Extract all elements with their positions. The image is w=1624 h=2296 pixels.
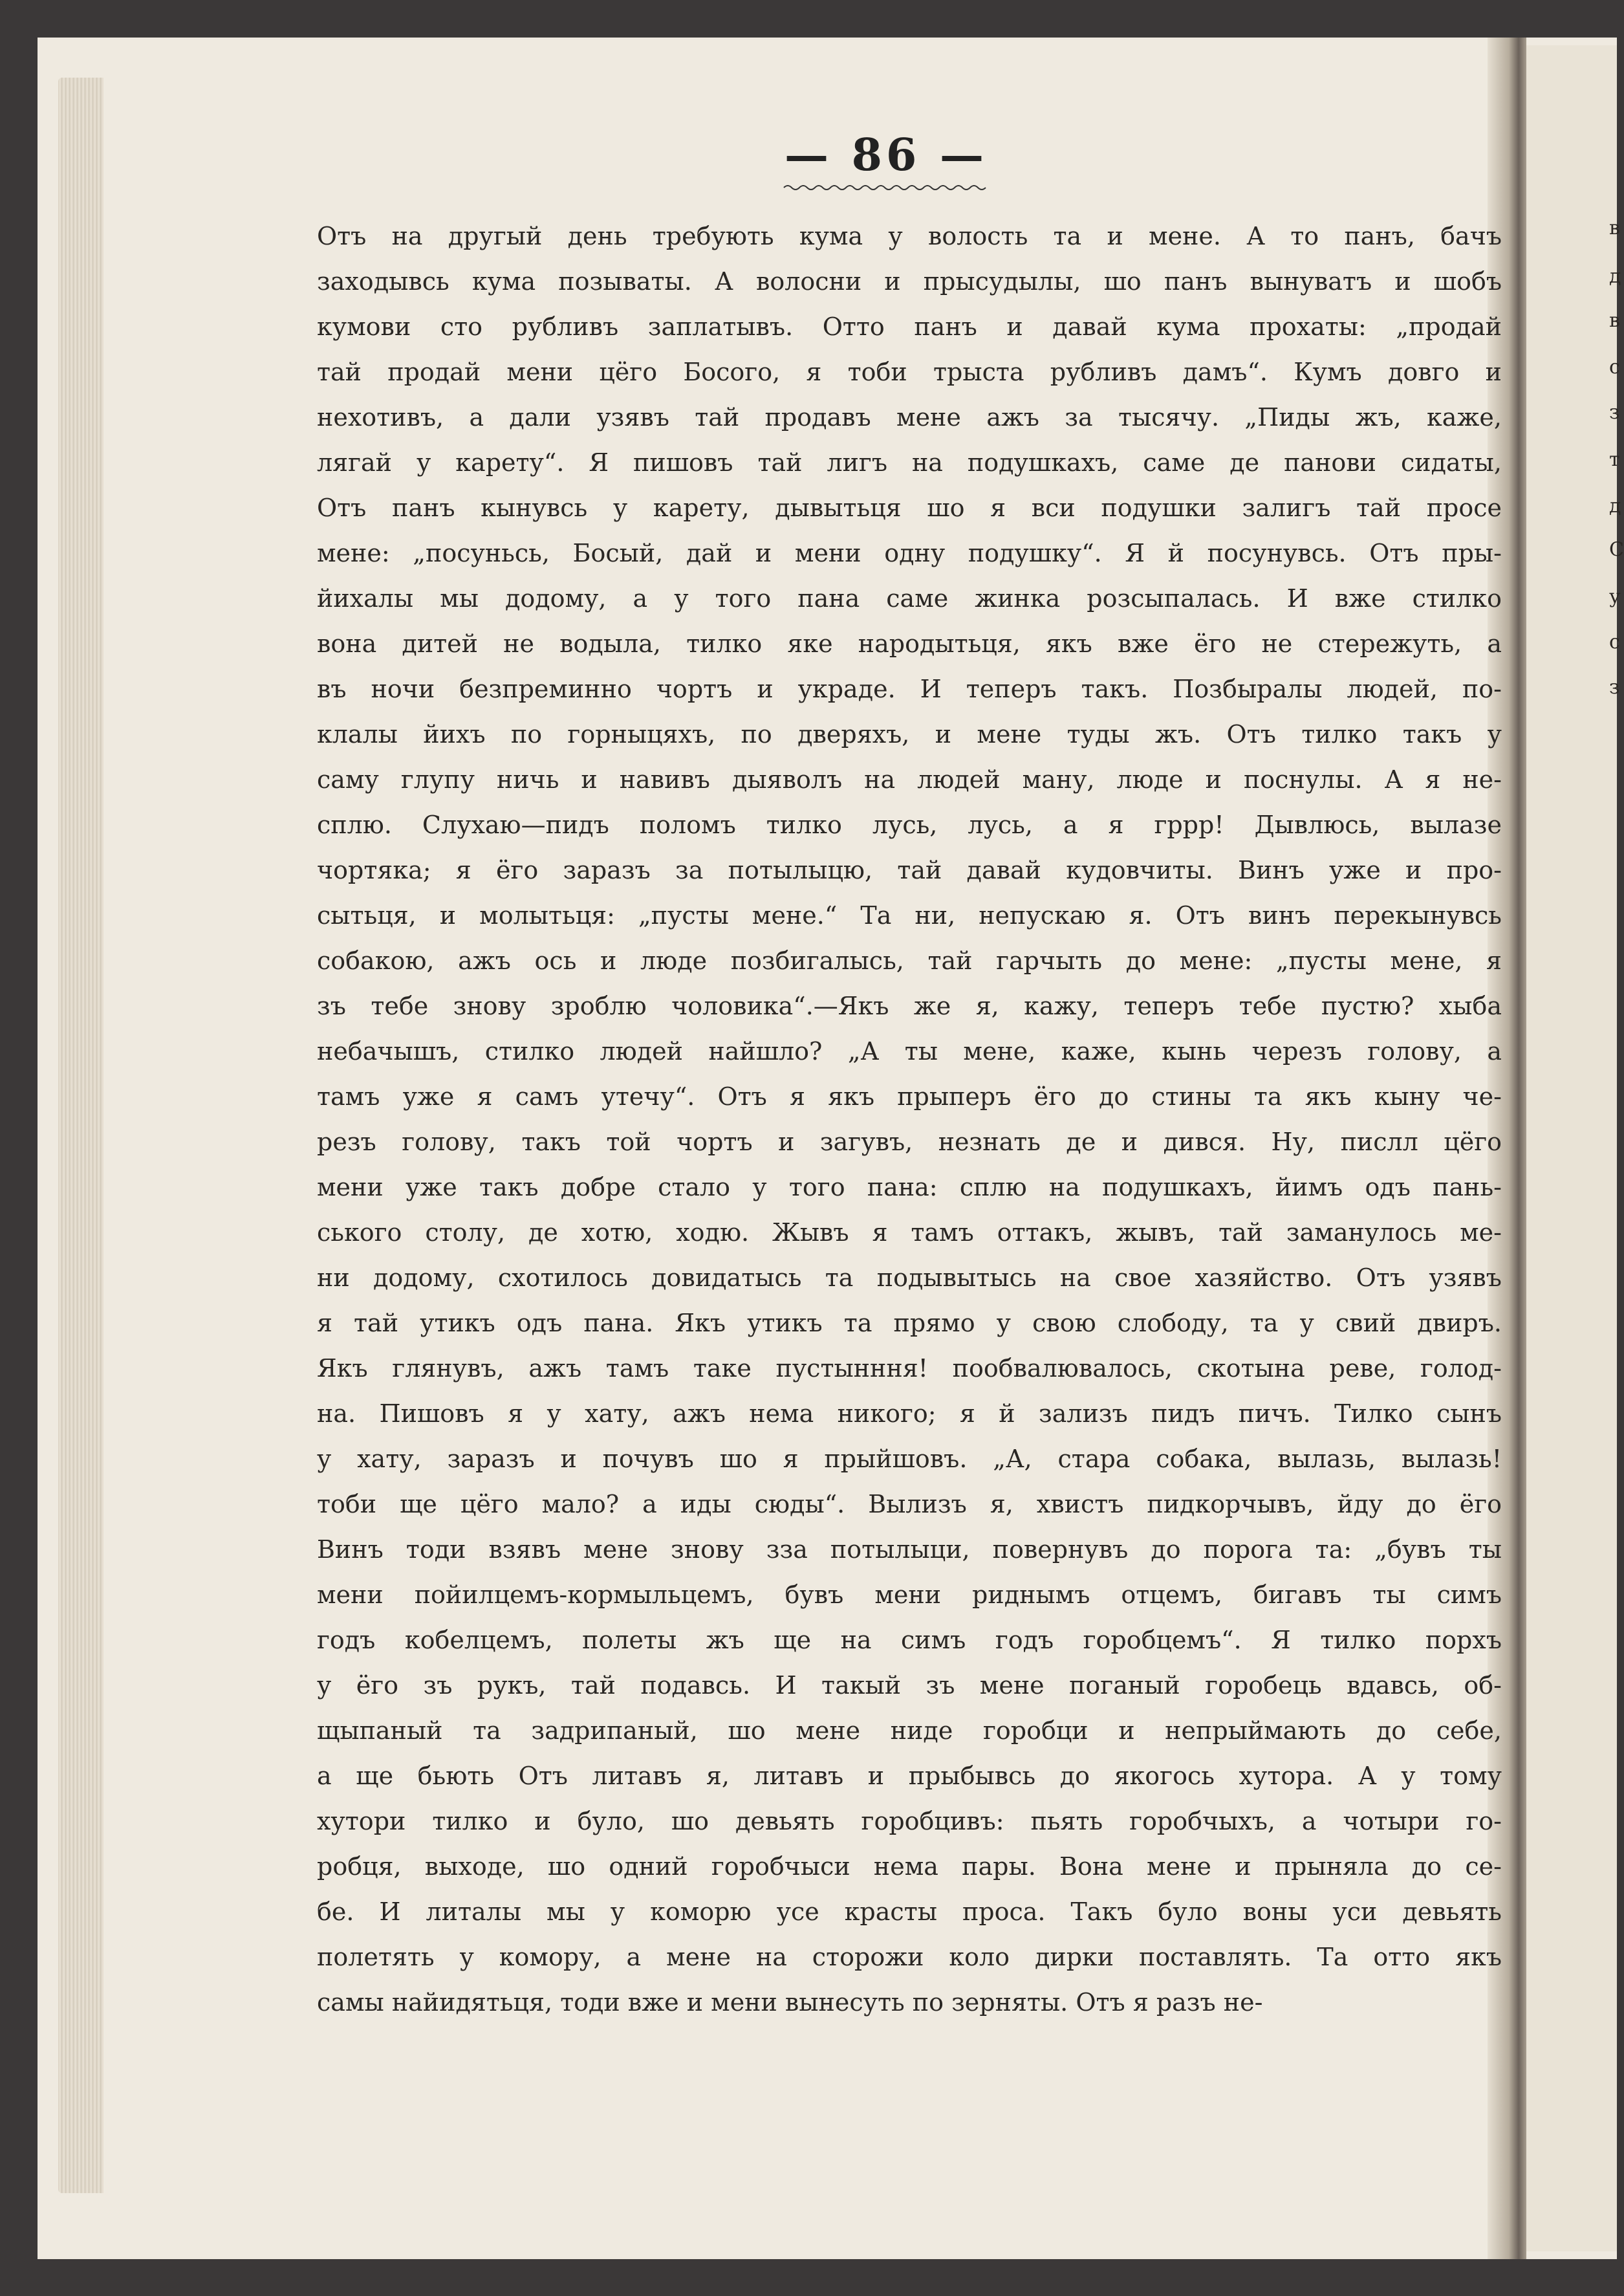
text-line: Якъ глянувъ, ажъ тамъ таке пустынння! пообвалювалось, скотына реве, голод-: [317, 1354, 1502, 1383]
text-line: мене: „посуньсь, Босый, дай и мени одну подушку“. Я й посунувсь. Отъ пры-: [317, 539, 1502, 567]
text-line: лягай у карету“. Я пишовъ тай лигъ на подушкахъ, саме де панови сидаты,: [317, 448, 1502, 477]
facing-page-letter: с: [1609, 356, 1620, 378]
wavy-rule: [784, 186, 986, 190]
facing-page-letter: т: [1609, 448, 1620, 471]
text-line: небачышъ, стилко людей найшло? „А ты мене, каже, кынь черезъ голову, а: [317, 1037, 1502, 1066]
text-line: щыпаный та задрипаный, шо мене ниде горобци и непрыймають до себе,: [317, 1716, 1502, 1745]
page-number: — 86 —: [785, 129, 988, 181]
text-line: вона дитей не водыла, тилко яке народытьця, якъ вже ёго не стережуть, а: [317, 629, 1502, 658]
text-line: полетять у комору, а мене на сторожи коло дирки поставлять. Та отто якъ: [317, 1943, 1502, 1971]
facing-page-letter: д: [1609, 265, 1621, 288]
text-line: у хату, заразъ и почувъ шо я прыйшовъ. „А, стара собака, вылазь, вылазь!: [317, 1445, 1502, 1473]
text-line: въ ночи безпреминно чортъ и украде. И теперъ такъ. Позбыралы людей, по-: [317, 675, 1502, 703]
text-line: самы найидятьця, тоди вже и мени вынесуть по зерняты. Отъ я разъ не-: [317, 1988, 1263, 2017]
book-page: [103, 84, 1502, 2193]
text-line: бе. И литалы мы у комoрю усе красты проса. Такъ було воны уси девьять: [317, 1897, 1502, 1926]
page-number-ornament: [784, 182, 988, 193]
text-line: годъ кобелцемъ, полеты жъ ще на симъ годъ горобцемъ“. Я тилко порхъ: [317, 1626, 1502, 1654]
facing-page-letter: д: [1609, 495, 1621, 518]
facing-page-letter: с: [1609, 631, 1620, 653]
text-line: тай продай мени цёго Босого, я тоби трыста рубливъ дамъ“. Кумъ довго и: [317, 358, 1502, 386]
text-line: я тай утикъ одъ пана. Якъ утикъ та прямо у свою слободу, та у свий двиръ.: [317, 1309, 1502, 1337]
text-line: зъ тебе знову зроблю чоловика“.—Якъ же я, кажу, теперъ тебе пустю? хыба: [317, 992, 1502, 1020]
page-fore-edge: [58, 78, 103, 2193]
facing-page-letter: з: [1609, 676, 1620, 699]
text-line: тоби ще цёго мало? а иды сюды“. Вылизъ я, хвистъ пидкорчывъ, йду до ёго: [317, 1490, 1502, 1518]
text-line: саму глупу ничь и навивъ дыяволъ на людей ману, люде и поснулы. А я не-: [317, 765, 1502, 794]
text-line: собакою, ажъ ось и люде позбигалысь, тай гарчыть до мене: „пусты мене, я: [317, 946, 1502, 975]
text-line: резъ голову, такъ той чортъ и загувъ, незнать де и дився. Ну, пислл цёго: [317, 1128, 1502, 1156]
text-line: клалы йихъ по горныцяхъ, по дверяхъ, и мене туды жъ. Отъ тилко такъ у: [317, 720, 1502, 749]
text-line: на. Пишовъ я у хату, ажъ нема никого; я й зализъ пидъ пичъ. Тилко сынъ: [317, 1399, 1502, 1428]
text-line: Винъ тоди взявъ мене знову зза потылыци, повернувъ до порога та: „бувъ ты: [317, 1535, 1502, 1564]
facing-page-letter: в: [1609, 217, 1620, 239]
text-line: ського столу, де хотю, ходю. Жывъ я тамъ оттакъ, жывъ, тай заманулось ме-: [317, 1218, 1502, 1247]
text-line: хутори тилко и було, шо девьять горобцивъ: пьять горобчыхъ, а чотыри го-: [317, 1807, 1502, 1835]
text-line: заходывсь кума позываты. А волосни и прысудылы, шо панъ вынуватъ и шобъ: [317, 267, 1502, 296]
text-line: Отъ панъ кынувсь у карету, дывытьця шо я вси подушки залигъ тай просе: [317, 494, 1502, 522]
facing-page-letter: С: [1609, 538, 1624, 561]
text-line: ни додому, схотилось довидатысь та подывытысь на свое хазяйство. Отъ узявъ: [317, 1263, 1502, 1292]
facing-page-letter: з: [1609, 401, 1620, 424]
body-text: [317, 213, 1502, 2025]
facing-page-letter: в: [1609, 309, 1620, 332]
text-line: нехотивъ, а дали узявъ тай продавъ мене ажъ за тысячу. „Пиды жъ, каже,: [317, 403, 1502, 432]
text-line: тамъ уже я самъ утечу“. Отъ я якъ прыперъ ёго до стины та якъ кыну че-: [317, 1082, 1502, 1111]
text-line: йихалы мы додому, а у того пана саме жинка розсыпалась. И вже стилко: [317, 584, 1502, 613]
text-line: Отъ на другый день требують кума у волость та и мене. А то панъ, бачъ: [317, 222, 1502, 250]
facing-page-letter: у: [1609, 585, 1621, 608]
text-line: а ще бьють Отъ литавъ я, литавъ и прыбывсь до якогось хутора. А у тому: [317, 1762, 1502, 1790]
text-line: робця, выходе, шо одний горобчыси нема пары. Вона мене и прыняла до се-: [317, 1852, 1502, 1881]
text-line: мени уже такъ добре стало у того пана: сплю на подушкахъ, йимъ одъ пань-: [317, 1173, 1502, 1201]
text-line: мени пойилцемъ-кормыльцемъ, бувъ мени риднымъ отцемъ, бигавъ ты симъ: [317, 1580, 1502, 1609]
text-line: кумови сто рубливъ заплатывъ. Отто панъ и давай кума прохаты: „продай: [317, 312, 1502, 341]
text-line: сплю. Слухаю—пидъ поломъ тилко лусь, лусь, а я гррр! Дывлюсь, вылазе: [317, 811, 1502, 839]
text-line: сытьця, и молытьця: „пусты мене.“ Та ни, непускаю я. Отъ винъ перекынувсь: [317, 901, 1502, 930]
text-line: чортяка; я ёго заразъ за потылыцю, тай давай кудовчиты. Винъ уже и про-: [317, 856, 1502, 884]
text-line: у ёго зъ рукъ, тай подавсь. И такый зъ мене поганый горобець вдавсь, об-: [317, 1671, 1502, 1700]
